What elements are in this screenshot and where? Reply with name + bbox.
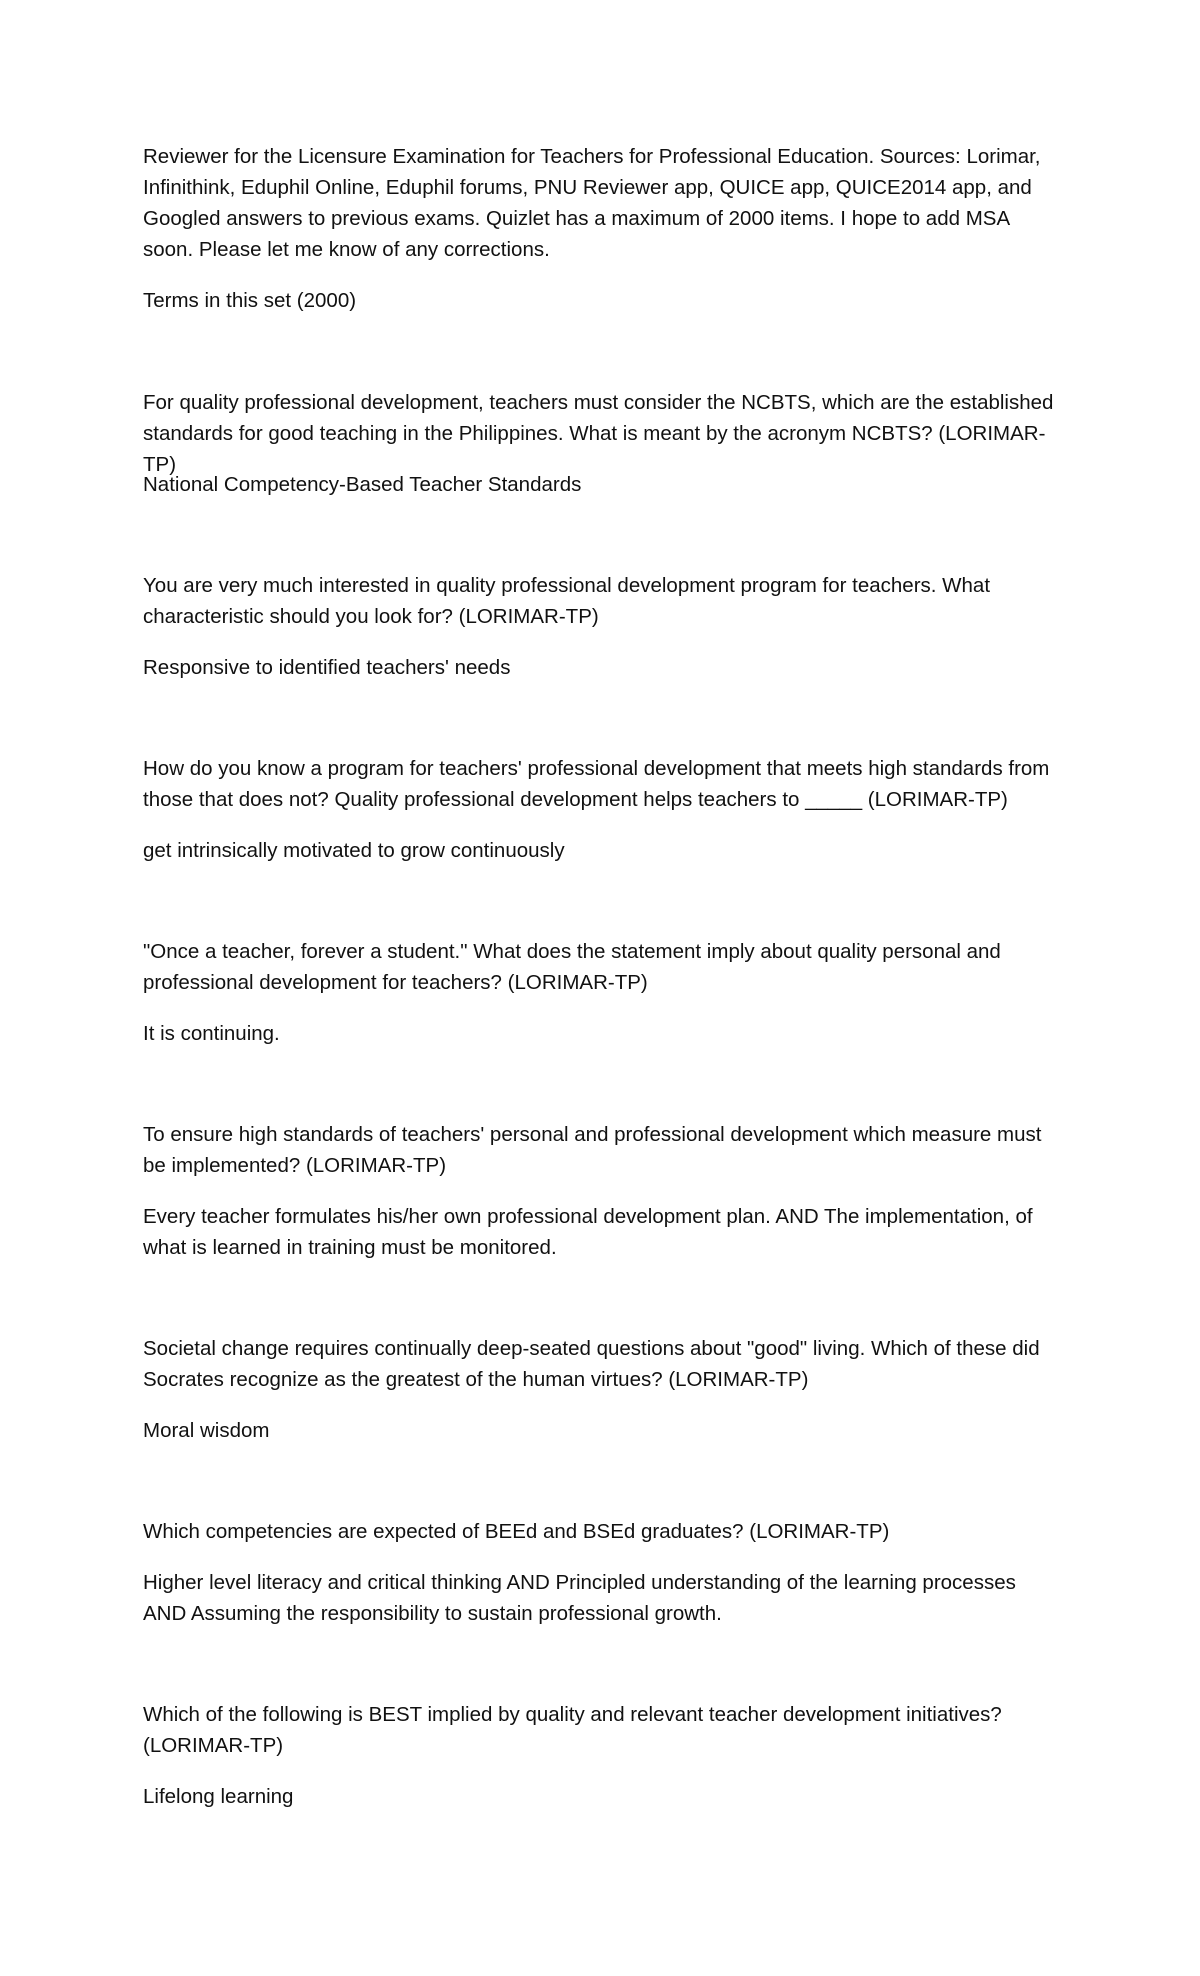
card-term-7: Which competencies are expected of BEEd and BSEd graduates? (LORIMAR-TP) — [143, 1520, 890, 1543]
intro-paragraph: Reviewer for the Licensure Examination for Teachers for Professional Education. Sources: Lorimar, Infinithink, Eduphil Online, Eduphil forums, PNU Reviewer app, QUICE app, QUICE2014 app, and Googled answers to previous exams. Quizlet has a maximum of 2000 items. I hope to add MSA soon. Please let me know of any corrections. — [143, 145, 1041, 261]
card-definition-5: Every teacher formulates his/her own professional development plan. AND The implementation, of what is learned in training must be monitored. — [143, 1205, 1033, 1259]
card-term-4: "Once a teacher, forever a student." What does the statement imply about quality personal and professional development for teachers? (LORIMAR-TP) — [143, 940, 1001, 994]
card-definition-3: get intrinsically motivated to grow continuously — [143, 839, 565, 862]
card-definition-6: Moral wisdom — [143, 1419, 270, 1442]
card-definition-2: Responsive to identified teachers' needs — [143, 656, 511, 679]
card-term-6: Societal change requires continually deep-seated questions about "good" living. Which of these did Socrates recognize as the greatest of the human virtues? (LORIMAR-TP) — [143, 1337, 1040, 1391]
card-term-1: For quality professional development, teachers must consider the NCBTS, which are the established standards for good teaching in the Philippines. What is meant by the acronym NCBTS? (LORIMAR-TP) — [143, 391, 1054, 476]
card-definition-1: National Competency-Based Teacher Standards — [143, 473, 582, 496]
card-term-8: Which of the following is BEST implied by quality and relevant teacher development initiatives? (LORIMAR-TP) — [143, 1703, 1002, 1757]
terms-heading: Terms in this set (2000) — [143, 289, 357, 312]
card-definition-4: It is continuing. — [143, 1022, 280, 1045]
card-term-3: How do you know a program for teachers' professional development that meets high standards from those that does not? Quality professional development helps teachers to _____ (LORIMAR-TP) — [143, 757, 1050, 811]
card-term-5: To ensure high standards of teachers' personal and professional development which measure must be implemented? (LORIMAR-TP) — [143, 1123, 1042, 1177]
card-definition-8: Lifelong learning — [143, 1785, 294, 1808]
card-definition-7: Higher level literacy and critical thinking AND Principled understanding of the learning processes AND Assuming the responsibility to sustain professional growth. — [143, 1571, 1016, 1625]
card-term-2: You are very much interested in quality professional development program for teachers. What characteristic should you look for? (LORIMAR-TP) — [143, 574, 991, 628]
